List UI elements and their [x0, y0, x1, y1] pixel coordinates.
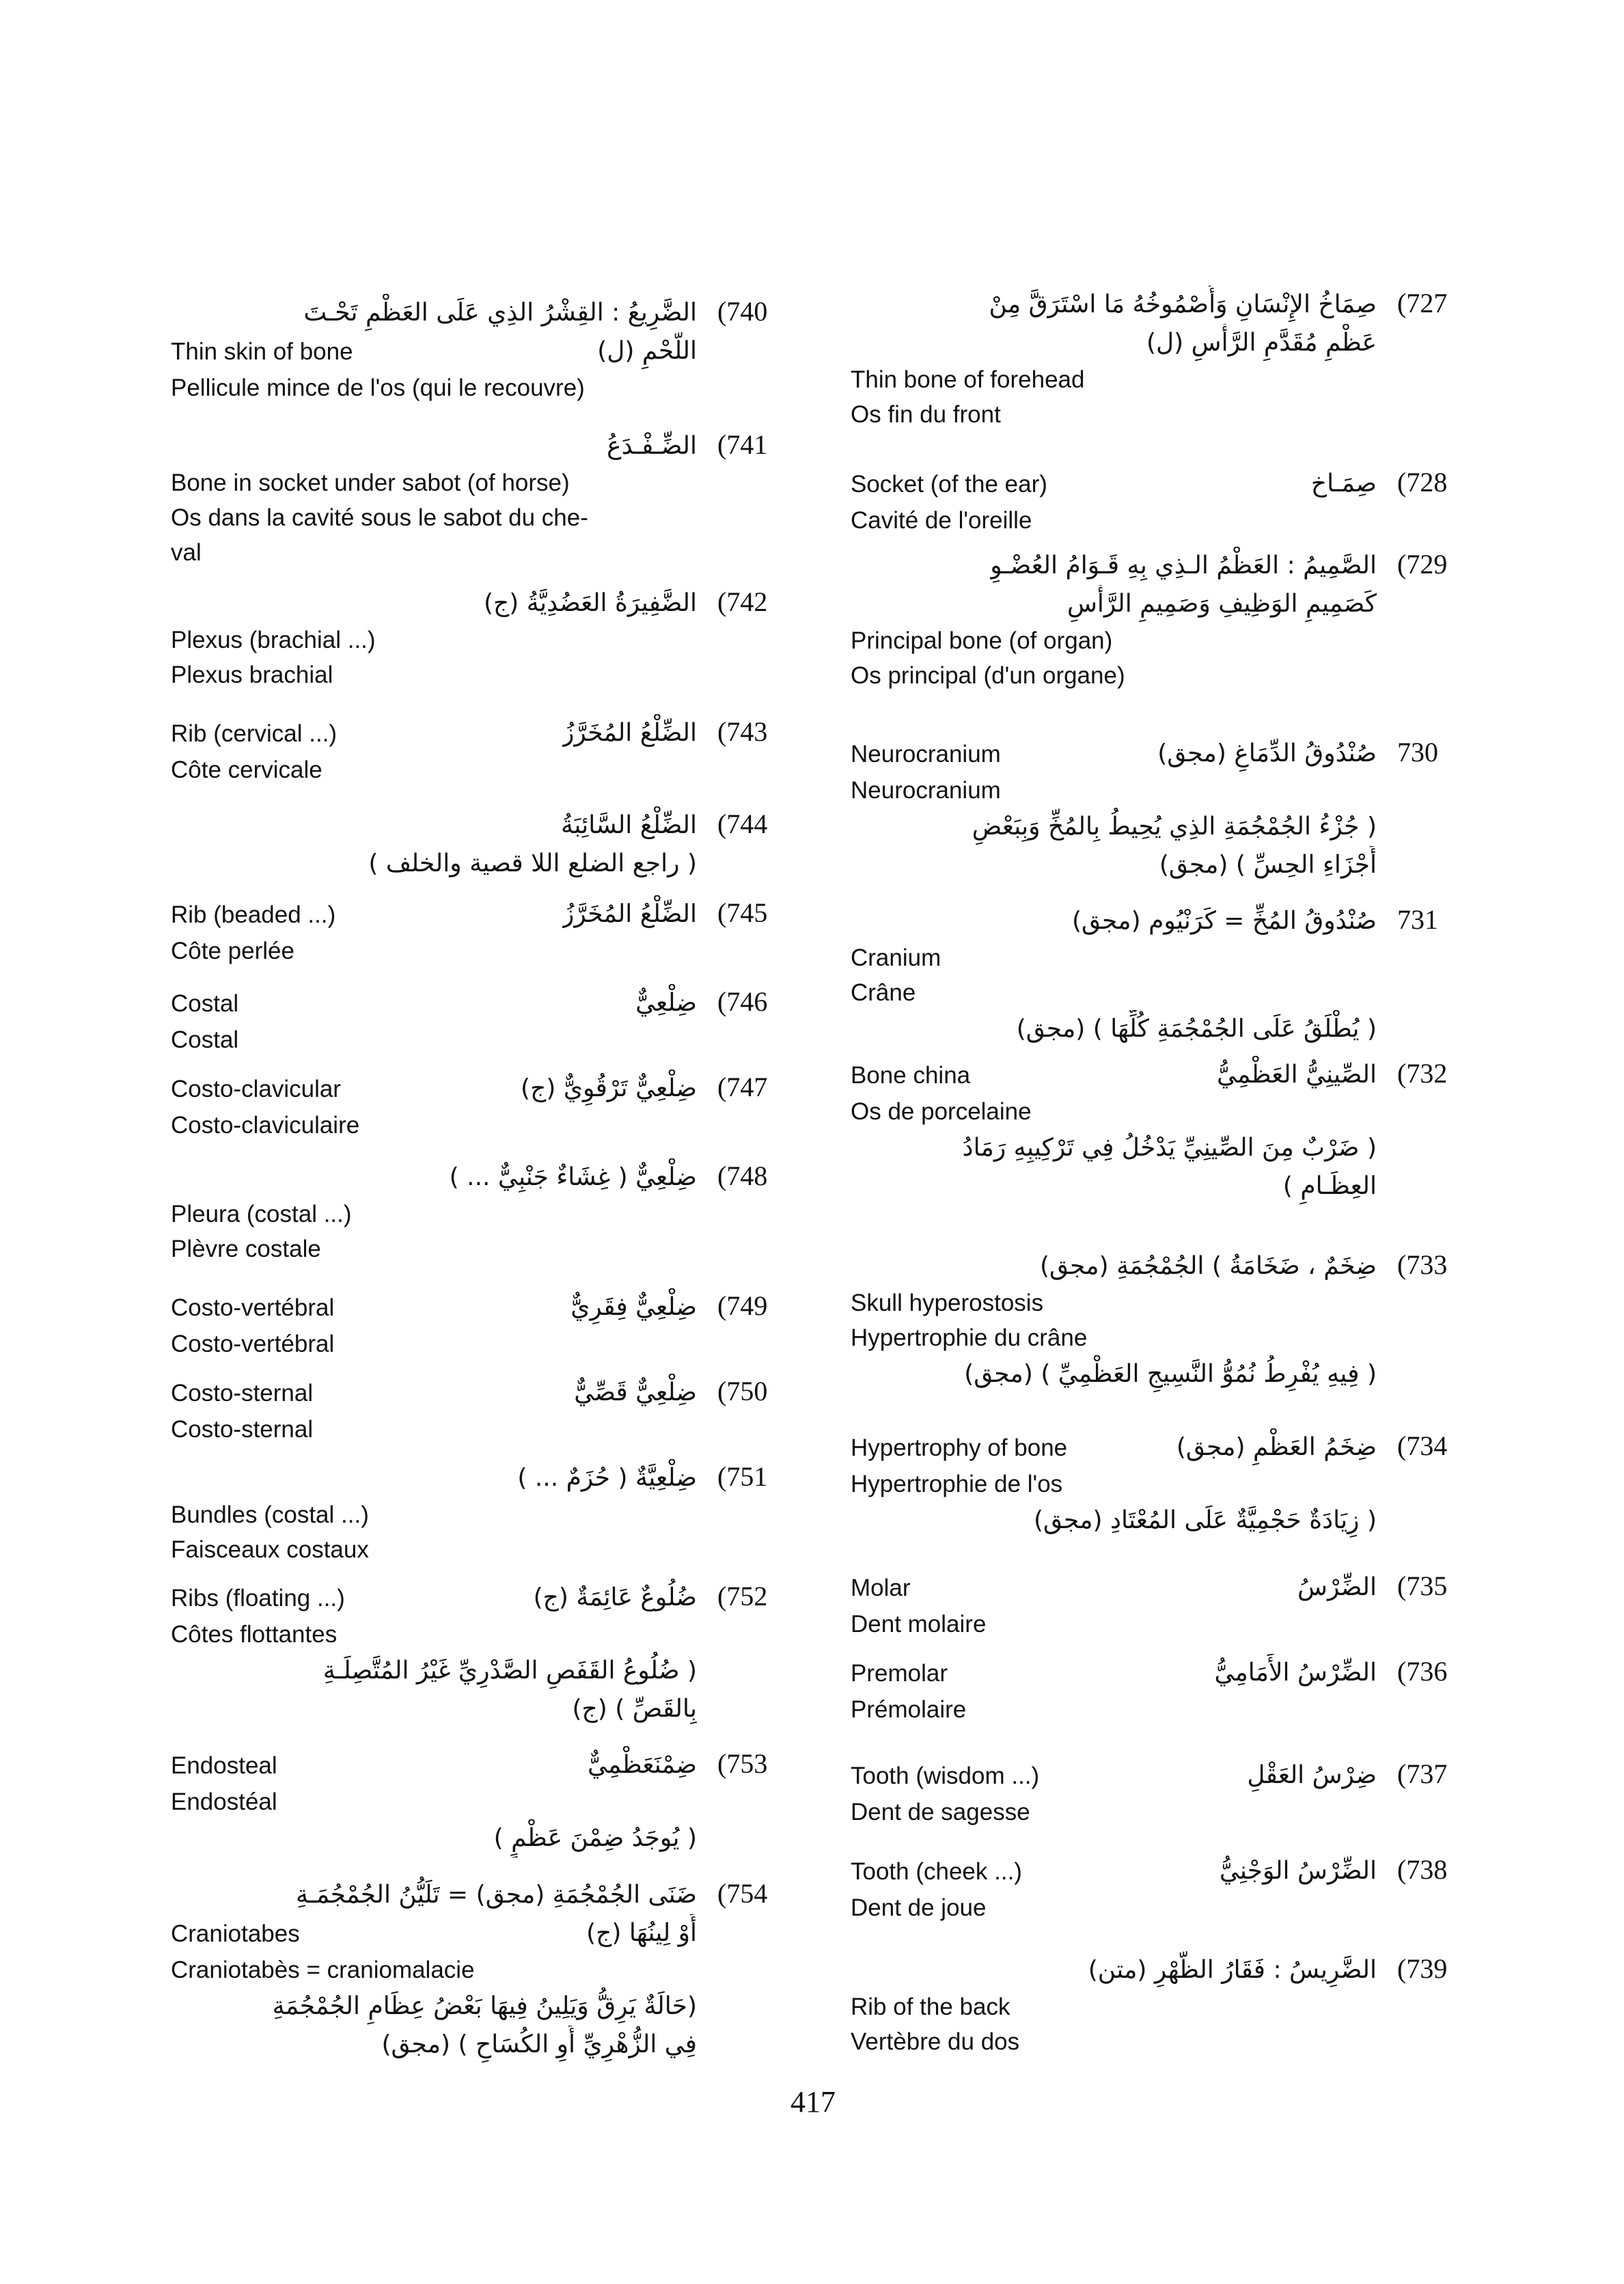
entry-headline: [851, 1852, 1377, 1890]
entry-body: [171, 1374, 697, 1447]
entry-body: [171, 1288, 697, 1361]
translation-line: Plexus (brachial ...): [171, 627, 376, 653]
entry-number: (741: [717, 429, 768, 460]
arabic-definition: ( يُطْلَقُ عَلَى الجُمْجُمَةِ كُلِّهَا ) (مجق): [1016, 1015, 1377, 1043]
entry-number: (728: [1397, 467, 1448, 498]
arabic-definition: ( يُوجَدُ ضِمْنَ عَظْمٍ ): [493, 1824, 697, 1852]
entry-body: [851, 1056, 1377, 1206]
english-term: Rib (beaded ...): [171, 901, 336, 928]
arabic-term: ضِلْعِيَّةٌ ( حُزَمٌ ... ): [517, 1464, 697, 1492]
entry-headline: [171, 806, 697, 845]
entry-headline: [851, 286, 1377, 324]
arabic-term: الضِّرْسُ الأَمَامِيُّ: [1214, 1659, 1377, 1687]
arabic-term: صُنْدُوقُ الدِّمَاغِ (مجق): [1157, 739, 1377, 767]
entry-body: [171, 984, 697, 1057]
entry-number: (733: [1397, 1249, 1448, 1280]
english-term: Molar: [851, 1575, 911, 1601]
arabic-term: ضِلْعِيٌّ: [635, 989, 697, 1017]
translation-line: Hypertrophie de l'os: [851, 1471, 1063, 1497]
entry-headline: [171, 1288, 697, 1327]
entry-headline: [171, 1158, 697, 1197]
translation-line: Costo-vertébral: [171, 1331, 335, 1357]
arabic-term: الضَّفِيرَةُ العَضُدِيَّةُ (ج): [484, 589, 697, 617]
page-number: 417: [790, 2085, 836, 2119]
translation-line: Costo-sternal: [171, 1416, 314, 1443]
entry-body: [171, 584, 697, 692]
entry-body: [171, 1459, 697, 1567]
entry-number: (732: [1397, 1058, 1448, 1089]
arabic-definition: كَصَمِيمِ الوَظِيفِ وَصَمِيمِ الرَّأْسِ: [1066, 590, 1377, 618]
english-term: Hypertrophy of bone: [851, 1435, 1068, 1461]
entry-body: [851, 1951, 1377, 2059]
english-term: Tooth (wisdom ...): [851, 1763, 1040, 1789]
entry-number: 731: [1397, 904, 1438, 935]
english-term: Endosteal: [171, 1752, 277, 1779]
translation-line: Endostéal: [171, 1789, 277, 1815]
entry-number: (742: [717, 586, 768, 617]
entry-body: [171, 1579, 697, 1728]
arabic-term: الضِّـفْـدَعُ: [607, 432, 697, 460]
translation-line: Dent de sagesse: [851, 1799, 1030, 1825]
english-term: Bone china: [851, 1062, 971, 1089]
entry-number: (749: [717, 1290, 768, 1321]
entry-headline: [171, 1579, 697, 1617]
arabic-term: الصِّينِيُّ العَظْمِيُّ: [1216, 1061, 1377, 1089]
entry-body: [851, 902, 1377, 1048]
entry-body: [171, 1070, 697, 1143]
translation-line: Dent de joue: [851, 1894, 987, 1921]
entry-number: (751: [717, 1461, 768, 1492]
entry-number: (745: [717, 897, 768, 928]
arabic-definition: ( ضَرْبٌ مِنَ الصِّينِيِّ يَدْخُلُ فِي تَرْكِيبِهِ رَمَادُ: [962, 1134, 1377, 1162]
entry-headline: [171, 1374, 697, 1412]
english-term: Costal: [171, 990, 239, 1017]
arabic-definition: ( ضُلُوعُ القَفَصِ الصَّدْرِيِّ غَيْرُ المُتَّصِلَـةِ: [322, 1657, 697, 1685]
entry-body: [851, 1852, 1377, 1925]
english-term: Costo-vertébral: [171, 1294, 335, 1321]
entry-number: (739: [1397, 1953, 1448, 1984]
translation-line: Neurocranium: [851, 777, 1001, 804]
arabic-term: الصَّمِيمُ : العَظْمُ الـذِي بِهِ قَـوَامُ العُضْـوِ: [990, 552, 1377, 580]
entry-headline: [851, 1951, 1377, 1989]
arabic-term: ضِخَمُ العَظْمِ (مجق): [1176, 1433, 1377, 1461]
entry-headline: [171, 984, 697, 1022]
arabic-definition: عَظْمِ مُقَدَّمِ الرَّأْسِ (ل): [1146, 329, 1377, 357]
entry-number: (744: [717, 808, 768, 839]
entry-number: (738: [1397, 1854, 1448, 1885]
entry-headline: [171, 714, 697, 752]
english-term: Craniotabes: [171, 1920, 300, 1947]
arabic-term: الضِّرْسُ: [1297, 1573, 1377, 1601]
translation-line: Pellicule mince de l'os (qui le recouvre): [171, 375, 585, 401]
translation-line: Côte perlée: [171, 938, 294, 964]
translation-line: Dent molaire: [851, 1611, 987, 1637]
arabic-definition: ( زِيَادَةٌ حَجْمِيَّةٌ عَلَى المُعْتَادِ (مجق): [1033, 1506, 1377, 1534]
translation-line: Os principal (d'un organe): [851, 662, 1125, 689]
translation-line: Pleura (costal ...): [171, 1201, 352, 1227]
entry-body: [851, 1756, 1377, 1830]
arabic-definition: ( راجع الضلع اللا قصية والخلف ): [368, 849, 697, 878]
english-term: Socket (of the ear): [851, 471, 1047, 498]
entry-body: [851, 286, 1377, 432]
arabic-definition: أَوْ لِينُهَا (ج): [586, 1919, 697, 1947]
english-term: Costo-clavicular: [171, 1076, 341, 1102]
entry-headline: [851, 735, 1377, 773]
english-term: Thin skin of bone: [171, 338, 353, 365]
translation-line: Os de porcelaine: [851, 1098, 1032, 1125]
arabic-term: صِمَاخُ الإِنْسَانِ وَأُصْمُوخُهُ مَا اسْتَرَقَّ مِنْ: [989, 290, 1377, 318]
arabic-definition: اللَّحْمِ (ل): [597, 337, 697, 365]
entry-headline: [851, 1756, 1377, 1795]
translation-line: val: [171, 539, 202, 566]
entry-number: (734: [1397, 1430, 1448, 1461]
entry-number: (729: [1397, 549, 1448, 580]
entry-number: (727: [1397, 288, 1448, 318]
entry-body: [851, 465, 1377, 538]
entry-number: (746: [717, 986, 768, 1017]
translation-line: Plèvre costale: [171, 1236, 321, 1262]
translation-line: Bundles (costal ...): [171, 1501, 369, 1528]
entry-headline: [851, 1056, 1377, 1094]
entry-number: (753: [717, 1748, 768, 1779]
translation-line: Skull hyperostosis: [851, 1290, 1044, 1316]
entry-body: [171, 1746, 697, 1858]
entry-number: (737: [1397, 1758, 1448, 1789]
entry-body: [171, 427, 697, 570]
entry-number: (740: [717, 296, 768, 327]
arabic-term: الضِّرْسُ الوَجْنِيُّ: [1219, 1857, 1377, 1885]
entry-body: [851, 1428, 1377, 1540]
arabic-term: ضِلْعِيٌّ تَرْقُوِيٌّ (ج): [521, 1074, 697, 1102]
entry-number: (736: [1397, 1656, 1448, 1687]
entry-line-mixed: [171, 332, 697, 370]
english-term: Costo-sternal: [171, 1380, 314, 1406]
english-term: Premolar: [851, 1660, 948, 1687]
english-term: Tooth (cheek ...): [851, 1858, 1022, 1885]
translation-line: Vertèbre du dos: [851, 2028, 1020, 2055]
entry-body: [171, 714, 697, 787]
entry-number: (752: [717, 1581, 768, 1612]
entry-body: [851, 547, 1377, 693]
arabic-term: ضِلْعِيٌّ قَصِّيٌّ: [574, 1378, 697, 1406]
entry-headline: [171, 1459, 697, 1497]
arabic-term: ضِلْعِيٌّ فِقَرِيٌّ: [570, 1293, 697, 1321]
entry-headline: [851, 902, 1377, 940]
entry-headline: [851, 465, 1377, 503]
translation-line: Hypertrophie du crâne: [851, 1324, 1088, 1351]
arabic-term: ضَنَى الجُمْجُمَةِ (مجق) = تَلَيُّنُ الجُمْجُمَـةِ: [296, 1881, 697, 1909]
arabic-definition: ( جُزْءُ الجُمْجُمَةِ الذِي يُحِيطُ بِالمُخِّ وَبِبَعْضِ: [972, 813, 1377, 841]
entry-headline: [171, 294, 697, 332]
entry-body: [171, 1876, 697, 2064]
entry-headline: [171, 895, 697, 934]
entry-headline: [171, 1070, 697, 1108]
entry-body: [851, 1247, 1377, 1393]
entry-number: (743: [717, 716, 768, 747]
arabic-term: صِمَـاخ: [1310, 470, 1377, 498]
translation-line: Cranium: [851, 944, 941, 971]
arabic-term: الضِّلْعُ المُخَرَّزُ: [562, 900, 697, 928]
entry-body: [171, 895, 697, 968]
entry-body: [851, 1654, 1377, 1727]
arabic-term: ضُلُوعٌ عَائِمَةٌ (ج): [533, 1583, 697, 1612]
arabic-definition: (حَالَةٌ يَرِقُّ وَيَلِينُ فِيهَا بَعْضُ عِظَامِ الجُمْجُمَةِ: [272, 1992, 697, 2020]
arabic-definition: فِي الزُّهْرِيِّ أَوِ الكُسَاحِ ) (مجق): [381, 2030, 697, 2058]
entry-number: (750: [717, 1376, 768, 1406]
entry-headline: [171, 427, 697, 465]
translation-line: Faisceaux costaux: [171, 1536, 369, 1563]
arabic-definition: بِالقَصِّ ) (ج): [572, 1695, 697, 1723]
english-term: Ribs (floating ...): [171, 1585, 345, 1612]
arabic-term: ضِلْعِيٌّ ( غِشَاءٌ جَنْبِيٌّ ... ): [449, 1163, 697, 1191]
entry-number: (735: [1397, 1571, 1448, 1601]
entry-number: (754: [717, 1878, 768, 1909]
entry-headline: [851, 1247, 1377, 1286]
arabic-term: الضِّلْعُ السَّائِبَةُ: [561, 811, 697, 839]
entry-headline: [851, 1428, 1377, 1467]
entry-number: (747: [717, 1072, 768, 1102]
entry-body: [171, 1158, 697, 1266]
translation-line: Principal bone (of organ): [851, 627, 1113, 654]
translation-line: Os fin du front: [851, 401, 1001, 428]
entry-body: [851, 735, 1377, 884]
translation-line: Rib of the back: [851, 1994, 1010, 2020]
entry-number: 730: [1397, 737, 1438, 767]
translation-line: Os dans la cavité sous le sabot du che-: [171, 504, 588, 531]
translation-line: Bone in socket under sabot (of horse): [171, 470, 570, 496]
entry-line-mixed: [171, 1914, 697, 1953]
arabic-definition: العِظَـامِ ): [1282, 1172, 1377, 1200]
arabic-term: صُنْدُوقُ المُخِّ = كَرَنْيُوم (مجق): [1071, 907, 1377, 935]
translation-line: Côte cervicale: [171, 757, 322, 783]
translation-line: Prémolaire: [851, 1696, 967, 1723]
arabic-term: الضَّرِيعُ : القِشْرُ الذِي عَلَى العَظْمِ تَحْـتَ: [303, 299, 697, 327]
entry-number: (748: [717, 1160, 768, 1191]
translation-line: Crâne: [851, 979, 916, 1006]
translation-line: Costal: [171, 1027, 239, 1053]
entry-body: [851, 1568, 1377, 1642]
translation-line: Plexus brachial: [171, 662, 333, 688]
arabic-definition: ( فِيهِ يُفْرِطُ نُمُوُّ النَّسِيجِ العَظْمِيِّ ) (مجق): [964, 1360, 1377, 1388]
english-term: Neurocranium: [851, 741, 1001, 767]
translation-line: Craniotabès = craniomalacie: [171, 1957, 475, 1983]
entry-headline: [851, 547, 1377, 585]
entry-headline: [851, 1568, 1377, 1607]
entry-headline: [851, 1654, 1377, 1692]
arabic-term: ضِرْسُ العَقْلِ: [1247, 1761, 1377, 1789]
translation-line: Thin bone of forehead: [851, 366, 1085, 393]
translation-line: Costo-claviculaire: [171, 1112, 360, 1139]
arabic-term: الضِّلْعُ المُخَرَّزُ: [562, 719, 697, 747]
entry-headline: [171, 1876, 697, 1914]
entry-headline: [171, 584, 697, 623]
entry-headline: [171, 1746, 697, 1784]
entry-body: [171, 806, 697, 883]
translation-line: Cavité de l'oreille: [851, 507, 1032, 534]
arabic-term: الضَّرِيسُ : فَقَارُ الظَّهْرِ (متن): [1088, 1956, 1377, 1984]
english-term: Rib (cervical ...): [171, 720, 338, 747]
arabic-term: ضِخَمٌ ، ضَخَامَةُ ) الجُمْجُمَةِ (مجق): [1039, 1252, 1377, 1280]
arabic-term: ضِمْنَعَظْمِيٌّ: [588, 1751, 697, 1779]
entry-body: [171, 294, 697, 405]
arabic-definition: أَجْزَاءِ الحِسِّ ) (مجق): [1159, 851, 1377, 879]
translation-line: Côtes flottantes: [171, 1621, 338, 1648]
